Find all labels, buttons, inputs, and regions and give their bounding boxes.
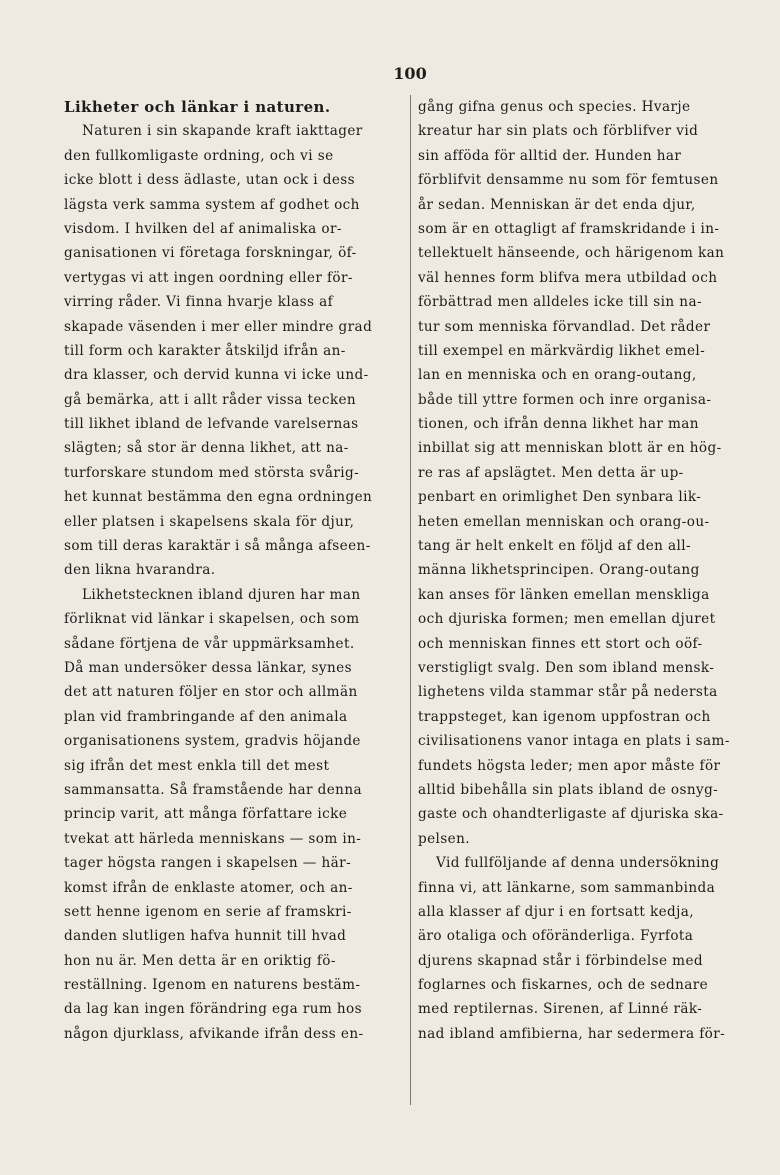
text-line: re ras af apslägtet. Men detta är up- [418,464,684,481]
text-line: och djuriska formen; men emellan djuret [418,611,716,628]
text-line: slägten; så stor är denna likhet, att na- [64,440,349,457]
text-line: nad ibland amfibierna, har sedermera för- [418,1025,726,1042]
section-heading: Likheter och länkar i naturen. [64,98,331,116]
text-line: verstigligt svalg. Den som ibland mensk- [418,659,715,676]
text-line: princip varit, att många författare icke [64,806,348,823]
text-line: lighetens vilda stammar står på nedersta [418,684,718,701]
text-line: väl hennes form blifva mera utbildad och [418,269,718,286]
text-line: tang är helt enkelt en följd af den all- [418,538,692,555]
text-line: till form och karakter åtskiljd ifrån an- [64,342,346,359]
text-line: år sedan. Menniskan är det enda djur, [418,196,696,213]
text-line: Likhetstecknen ibland djuren har man [82,586,361,603]
right-column [418,95,740,1046]
text-line: sammansatta. Så framstående har denna [64,781,362,798]
text-line: till likhet ibland de lefvande varelsernas [64,416,359,433]
left-column [64,95,404,1046]
text-line: tager högsta rangen i skapelsen — här- [64,855,352,872]
text-line: alltid bibehålla sin plats ibland de osnyg- [418,781,719,798]
text-line: det att naturen följer en stor och allmän [64,684,358,701]
text-line: tellektuelt hänseende, och härigenom kan [418,245,725,262]
text-line: danden slutligen hafva hunnit till hvad [64,928,347,945]
text-line: den likna hvarandra. [64,562,216,579]
text-line: förblifvit densamme nu som för femtusen [418,172,719,189]
text-line: tionen, och ifrån denna likhet har man [418,416,699,433]
text-line: Naturen i sin skapande kraft iakttager [82,123,363,140]
text-line: både till yttre formen och inre organisa- [418,391,712,408]
text-line: någon djurklass, afvikande ifrån dess en- [64,1025,364,1042]
text-line: alla klasser af djur i en fortsatt kedja, [418,903,694,920]
text-line: sådane förtjena de vår uppmärksamhet. [64,635,355,652]
text-line: finna vi, att länkarne, som sammanbinda [418,879,716,896]
text-line: den fullkomligaste ordning, och vi se [64,147,334,164]
text-line: trappsteget, kan igenom uppfostran och [418,708,711,725]
text-line: reställning. Igenom en naturens bestäm- [64,977,361,994]
text-line: kreatur har sin plats och förblifver vid [418,123,699,140]
text-line: till exempel en märkvärdig likhet emel- [418,342,706,359]
text-line: civilisationens vanor intaga en plats i sam- [418,733,730,750]
text-line: eller platsen i skapelsens skala för djur, [64,513,355,530]
text-line: icke blott i dess ädlaste, utan ock i dess [64,172,356,189]
text-line: lägsta verk samma system af godhet och [64,196,360,213]
text-line: djurens skapnad står i förbindelse med [418,952,703,969]
text-line: med reptilernas. Sirenen, af Linné räk- [418,1001,703,1018]
text-line: tur som menniska förvandlad. Det råder [418,318,711,335]
text-line: hon nu är. Men detta är en oriktig fö- [64,952,336,969]
text-line: foglarnes och fiskarnes, och de sednare [418,977,709,994]
text-line: Vid fullföljande af denna undersökning [436,855,720,872]
text-line: gå bemärka, att i allt råder vissa tecken [64,391,357,408]
text-line: skapade väsenden i mer eller mindre grad [64,318,373,335]
text-line: som är en ottagligt af framskridande i in- [418,220,720,237]
text-line: pelsen. [418,830,470,847]
text-line: förliknat vid länkar i skapelsen, och som [64,611,360,628]
text-line: gaste och ohandterligaste af djuriska ska- [418,806,724,823]
text-line: äro otaliga och oföränderliga. Fyrfota [418,928,694,945]
text-line: gång gifna genus och species. Hvarje [418,99,691,115]
text-line: förbättrad men alldeles icke till sin na- [418,294,702,311]
text-line: vertygas vi att ingen oordning eller för- [64,269,353,286]
page-number: 100 [393,64,427,83]
text-line: inbillat sig att menniskan blott är en hög- [418,440,722,457]
text-line: turforskare stundom med största svårig- [64,464,360,481]
text-line: kan anses för länken emellan menskliga [418,586,710,603]
text-line: sig ifrån det mest enkla till det mest [64,757,330,774]
text-line: plan vid frambringande af den animala [64,708,348,725]
column-divider [410,95,411,1105]
text-line: komst ifrån de enklaste atomer, och an- [64,879,353,896]
text-line: lan en menniska och en orang-outang, [418,367,697,384]
text-line: Då man undersöker dessa länkar, synes [64,659,352,676]
text-line: penbart en orimlighet Den synbara lik- [418,489,702,506]
text-line: som till deras karaktär i så många afseen- [64,538,371,555]
text-line: da lag kan ingen förändring ega rum hos [64,1001,362,1018]
text-line: fundets högsta leder; men apor måste för [418,757,721,774]
text-line: virring råder. Vi finna hvarje klass af [64,294,334,311]
text-line: sin afföda för alltid der. Hunden har [418,147,682,164]
text-line: dra klasser, och dervid kunna vi icke und- [64,367,369,384]
text-line: visdom. I hvilken del af animaliska or- [64,220,342,237]
text-line: tvekat att härleda menniskans — som in- [64,830,362,847]
text-line: heten emellan menniskan och orang-ou- [418,513,710,530]
text-line: ganisationen vi företaga forskningar, öf- [64,245,357,262]
text-line: sett henne igenom en serie af framskri- [64,903,352,920]
text-line: organisationens system, gradvis höjande [64,733,361,750]
text-line: het kunnat bestämma den egna ordningen [64,489,373,506]
text-line: männa likhetsprincipen. Orang-outang [418,562,700,579]
text-line: och menniskan finnes ett stort och oöf- [418,635,703,652]
